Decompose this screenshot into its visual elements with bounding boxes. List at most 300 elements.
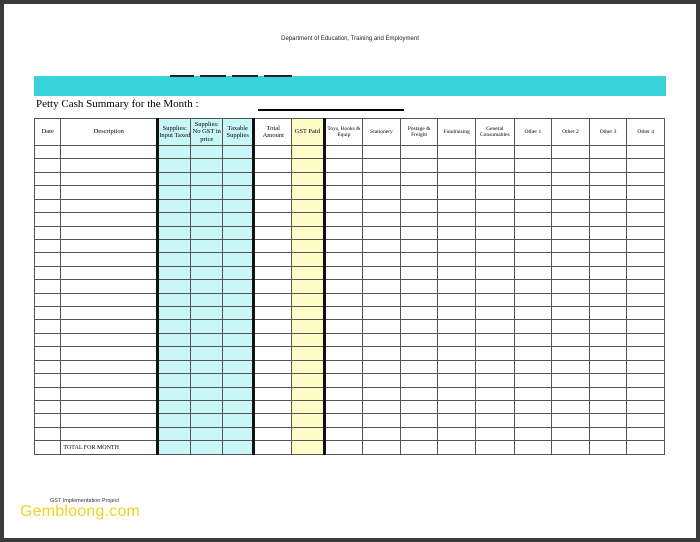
- table-cell[interactable]: [363, 307, 401, 320]
- table-cell[interactable]: [35, 333, 61, 346]
- table-cell[interactable]: [157, 213, 191, 226]
- table-cell[interactable]: [400, 347, 438, 360]
- table-cell[interactable]: [157, 266, 191, 279]
- table-cell[interactable]: [514, 374, 552, 387]
- table-cell[interactable]: [35, 159, 61, 172]
- table-cell[interactable]: [157, 360, 191, 373]
- table-cell[interactable]: [254, 146, 292, 159]
- table-cell[interactable]: [400, 199, 438, 212]
- table-cell[interactable]: [35, 387, 61, 400]
- table-cell[interactable]: [589, 213, 627, 226]
- table-cell[interactable]: [552, 172, 590, 185]
- table-cell[interactable]: [589, 226, 627, 239]
- table-cell[interactable]: [627, 239, 665, 252]
- table-cell[interactable]: [400, 186, 438, 199]
- table-cell[interactable]: [552, 266, 590, 279]
- table-cell[interactable]: [438, 239, 476, 252]
- table-cell[interactable]: [324, 213, 363, 226]
- table-cell[interactable]: [363, 347, 401, 360]
- table-cell[interactable]: [324, 347, 363, 360]
- table-cell[interactable]: [222, 186, 254, 199]
- table-cell[interactable]: [157, 280, 191, 293]
- table-cell[interactable]: [222, 159, 254, 172]
- table-cell[interactable]: [514, 172, 552, 185]
- table-cell[interactable]: [400, 414, 438, 427]
- table-cell[interactable]: [589, 253, 627, 266]
- table-cell[interactable]: [324, 146, 363, 159]
- table-cell[interactable]: [191, 401, 223, 414]
- table-cell[interactable]: [61, 427, 158, 440]
- total-cell[interactable]: [191, 441, 223, 455]
- table-cell[interactable]: [589, 347, 627, 360]
- table-cell[interactable]: [61, 146, 158, 159]
- total-cell[interactable]: [254, 441, 292, 455]
- table-cell[interactable]: [324, 239, 363, 252]
- table-cell[interactable]: [324, 307, 363, 320]
- table-cell[interactable]: [35, 360, 61, 373]
- table-cell[interactable]: [292, 199, 325, 212]
- table-cell[interactable]: [191, 226, 223, 239]
- table-cell[interactable]: [222, 266, 254, 279]
- table-cell[interactable]: [292, 253, 325, 266]
- total-cell[interactable]: [292, 441, 325, 455]
- table-cell[interactable]: [627, 360, 665, 373]
- table-cell[interactable]: [438, 333, 476, 346]
- table-cell[interactable]: [514, 307, 552, 320]
- table-cell[interactable]: [61, 320, 158, 333]
- table-cell[interactable]: [438, 387, 476, 400]
- table-cell[interactable]: [61, 226, 158, 239]
- table-cell[interactable]: [514, 414, 552, 427]
- table-cell[interactable]: [514, 226, 552, 239]
- table-cell[interactable]: [475, 401, 514, 414]
- table-cell[interactable]: [222, 239, 254, 252]
- table-cell[interactable]: [475, 374, 514, 387]
- table-cell[interactable]: [191, 239, 223, 252]
- table-cell[interactable]: [552, 293, 590, 306]
- table-cell[interactable]: [438, 414, 476, 427]
- table-cell[interactable]: [324, 374, 363, 387]
- table-cell[interactable]: [363, 293, 401, 306]
- table-cell[interactable]: [35, 307, 61, 320]
- table-cell[interactable]: [292, 226, 325, 239]
- table-cell[interactable]: [292, 307, 325, 320]
- table-cell[interactable]: [191, 146, 223, 159]
- total-cell[interactable]: [589, 441, 627, 455]
- table-cell[interactable]: [627, 199, 665, 212]
- table-cell[interactable]: [514, 387, 552, 400]
- total-cell[interactable]: [400, 441, 438, 455]
- table-cell[interactable]: [514, 427, 552, 440]
- table-cell[interactable]: [35, 172, 61, 185]
- table-cell[interactable]: [363, 360, 401, 373]
- table-cell[interactable]: [475, 213, 514, 226]
- table-cell[interactable]: [324, 387, 363, 400]
- table-cell[interactable]: [627, 266, 665, 279]
- table-cell[interactable]: [254, 401, 292, 414]
- table-cell[interactable]: [475, 360, 514, 373]
- table-cell[interactable]: [552, 239, 590, 252]
- table-cell[interactable]: [514, 213, 552, 226]
- table-cell[interactable]: [157, 253, 191, 266]
- table-cell[interactable]: [191, 293, 223, 306]
- total-cell[interactable]: [324, 441, 363, 455]
- table-cell[interactable]: [191, 213, 223, 226]
- table-cell[interactable]: [589, 266, 627, 279]
- table-cell[interactable]: [400, 280, 438, 293]
- table-cell[interactable]: [627, 253, 665, 266]
- table-cell[interactable]: [61, 280, 158, 293]
- table-cell[interactable]: [35, 253, 61, 266]
- table-cell[interactable]: [552, 360, 590, 373]
- table-cell[interactable]: [589, 199, 627, 212]
- table-cell[interactable]: [191, 387, 223, 400]
- table-cell[interactable]: [191, 186, 223, 199]
- table-cell[interactable]: [514, 146, 552, 159]
- table-cell[interactable]: [254, 199, 292, 212]
- table-cell[interactable]: [627, 347, 665, 360]
- table-cell[interactable]: [438, 146, 476, 159]
- table-cell[interactable]: [552, 186, 590, 199]
- table-cell[interactable]: [61, 387, 158, 400]
- table-cell[interactable]: [514, 266, 552, 279]
- table-cell[interactable]: [254, 239, 292, 252]
- table-cell[interactable]: [61, 199, 158, 212]
- table-cell[interactable]: [191, 427, 223, 440]
- table-cell[interactable]: [475, 293, 514, 306]
- total-cell[interactable]: [222, 441, 254, 455]
- table-cell[interactable]: [157, 414, 191, 427]
- table-cell[interactable]: [363, 374, 401, 387]
- table-cell[interactable]: [514, 280, 552, 293]
- table-cell[interactable]: [191, 307, 223, 320]
- table-cell[interactable]: [35, 186, 61, 199]
- table-cell[interactable]: [292, 414, 325, 427]
- table-cell[interactable]: [589, 307, 627, 320]
- table-cell[interactable]: [222, 333, 254, 346]
- table-cell[interactable]: [222, 293, 254, 306]
- table-cell[interactable]: [363, 401, 401, 414]
- table-cell[interactable]: [475, 280, 514, 293]
- table-cell[interactable]: [589, 186, 627, 199]
- table-cell[interactable]: [475, 159, 514, 172]
- table-cell[interactable]: [35, 266, 61, 279]
- table-cell[interactable]: [552, 320, 590, 333]
- table-cell[interactable]: [400, 172, 438, 185]
- total-cell[interactable]: [35, 441, 61, 455]
- table-cell[interactable]: [627, 374, 665, 387]
- table-cell[interactable]: [324, 186, 363, 199]
- table-cell[interactable]: [627, 320, 665, 333]
- table-cell[interactable]: [363, 146, 401, 159]
- table-cell[interactable]: [222, 374, 254, 387]
- table-cell[interactable]: [438, 226, 476, 239]
- table-cell[interactable]: [35, 226, 61, 239]
- table-cell[interactable]: [222, 146, 254, 159]
- table-cell[interactable]: [475, 146, 514, 159]
- table-cell[interactable]: [552, 401, 590, 414]
- table-cell[interactable]: [400, 320, 438, 333]
- table-cell[interactable]: [438, 159, 476, 172]
- table-cell[interactable]: [61, 239, 158, 252]
- table-cell[interactable]: [292, 401, 325, 414]
- table-cell[interactable]: [400, 333, 438, 346]
- table-cell[interactable]: [400, 374, 438, 387]
- table-cell[interactable]: [552, 387, 590, 400]
- total-cell[interactable]: [363, 441, 401, 455]
- table-cell[interactable]: [589, 401, 627, 414]
- total-cell[interactable]: [438, 441, 476, 455]
- table-cell[interactable]: [363, 387, 401, 400]
- table-cell[interactable]: [254, 374, 292, 387]
- table-cell[interactable]: [157, 226, 191, 239]
- table-cell[interactable]: [324, 427, 363, 440]
- table-cell[interactable]: [157, 239, 191, 252]
- table-cell[interactable]: [254, 186, 292, 199]
- table-cell[interactable]: [514, 333, 552, 346]
- table-cell[interactable]: [191, 199, 223, 212]
- table-cell[interactable]: [363, 172, 401, 185]
- table-cell[interactable]: [627, 427, 665, 440]
- table-cell[interactable]: [400, 146, 438, 159]
- table-cell[interactable]: [254, 427, 292, 440]
- table-cell[interactable]: [438, 307, 476, 320]
- table-cell[interactable]: [254, 360, 292, 373]
- table-cell[interactable]: [363, 253, 401, 266]
- table-cell[interactable]: [438, 186, 476, 199]
- table-cell[interactable]: [324, 253, 363, 266]
- table-cell[interactable]: [191, 266, 223, 279]
- table-cell[interactable]: [363, 320, 401, 333]
- table-cell[interactable]: [589, 360, 627, 373]
- table-cell[interactable]: [324, 266, 363, 279]
- table-cell[interactable]: [324, 414, 363, 427]
- table-cell[interactable]: [589, 172, 627, 185]
- table-cell[interactable]: [627, 226, 665, 239]
- table-cell[interactable]: [514, 199, 552, 212]
- table-cell[interactable]: [552, 253, 590, 266]
- table-cell[interactable]: [191, 320, 223, 333]
- table-cell[interactable]: [292, 293, 325, 306]
- total-cell[interactable]: [514, 441, 552, 455]
- table-cell[interactable]: [157, 427, 191, 440]
- table-cell[interactable]: [552, 159, 590, 172]
- table-cell[interactable]: [324, 159, 363, 172]
- table-cell[interactable]: [324, 360, 363, 373]
- table-cell[interactable]: [35, 280, 61, 293]
- table-cell[interactable]: [475, 333, 514, 346]
- table-cell[interactable]: [400, 266, 438, 279]
- table-cell[interactable]: [400, 307, 438, 320]
- table-cell[interactable]: [363, 199, 401, 212]
- table-cell[interactable]: [324, 401, 363, 414]
- table-cell[interactable]: [222, 401, 254, 414]
- table-cell[interactable]: [363, 280, 401, 293]
- table-cell[interactable]: [475, 226, 514, 239]
- table-cell[interactable]: [552, 226, 590, 239]
- table-cell[interactable]: [254, 213, 292, 226]
- table-cell[interactable]: [191, 333, 223, 346]
- table-cell[interactable]: [292, 280, 325, 293]
- table-cell[interactable]: [324, 280, 363, 293]
- table-cell[interactable]: [35, 401, 61, 414]
- table-cell[interactable]: [552, 333, 590, 346]
- table-cell[interactable]: [191, 414, 223, 427]
- table-cell[interactable]: [254, 320, 292, 333]
- table-cell[interactable]: [157, 159, 191, 172]
- table-cell[interactable]: [400, 387, 438, 400]
- table-cell[interactable]: [589, 239, 627, 252]
- table-cell[interactable]: [292, 213, 325, 226]
- table-cell[interactable]: [61, 266, 158, 279]
- total-cell[interactable]: [552, 441, 590, 455]
- table-cell[interactable]: [222, 307, 254, 320]
- table-cell[interactable]: [254, 347, 292, 360]
- table-cell[interactable]: [627, 186, 665, 199]
- table-cell[interactable]: [438, 427, 476, 440]
- table-cell[interactable]: [61, 293, 158, 306]
- table-cell[interactable]: [35, 213, 61, 226]
- table-cell[interactable]: [222, 172, 254, 185]
- table-cell[interactable]: [157, 172, 191, 185]
- table-cell[interactable]: [254, 387, 292, 400]
- table-cell[interactable]: [627, 333, 665, 346]
- table-cell[interactable]: [292, 320, 325, 333]
- table-cell[interactable]: [514, 159, 552, 172]
- table-cell[interactable]: [475, 427, 514, 440]
- table-cell[interactable]: [438, 347, 476, 360]
- table-cell[interactable]: [157, 307, 191, 320]
- table-cell[interactable]: [191, 360, 223, 373]
- table-cell[interactable]: [475, 199, 514, 212]
- table-cell[interactable]: [324, 320, 363, 333]
- table-cell[interactable]: [627, 414, 665, 427]
- table-cell[interactable]: [61, 401, 158, 414]
- table-cell[interactable]: [438, 360, 476, 373]
- table-cell[interactable]: [363, 333, 401, 346]
- table-cell[interactable]: [627, 401, 665, 414]
- table-cell[interactable]: [191, 159, 223, 172]
- table-cell[interactable]: [324, 226, 363, 239]
- table-cell[interactable]: [254, 280, 292, 293]
- table-cell[interactable]: [589, 427, 627, 440]
- table-cell[interactable]: [475, 347, 514, 360]
- table-cell[interactable]: [292, 159, 325, 172]
- table-cell[interactable]: [589, 414, 627, 427]
- table-cell[interactable]: [222, 253, 254, 266]
- table-cell[interactable]: [35, 347, 61, 360]
- table-cell[interactable]: [475, 414, 514, 427]
- table-cell[interactable]: [363, 226, 401, 239]
- table-cell[interactable]: [191, 172, 223, 185]
- table-cell[interactable]: [292, 146, 325, 159]
- table-cell[interactable]: [589, 320, 627, 333]
- table-cell[interactable]: [35, 427, 61, 440]
- table-cell[interactable]: [157, 320, 191, 333]
- table-cell[interactable]: [324, 333, 363, 346]
- table-cell[interactable]: [475, 172, 514, 185]
- table-cell[interactable]: [254, 266, 292, 279]
- table-cell[interactable]: [157, 186, 191, 199]
- table-cell[interactable]: [438, 172, 476, 185]
- table-cell[interactable]: [222, 414, 254, 427]
- table-cell[interactable]: [61, 307, 158, 320]
- table-cell[interactable]: [363, 266, 401, 279]
- table-cell[interactable]: [400, 226, 438, 239]
- table-cell[interactable]: [292, 239, 325, 252]
- table-cell[interactable]: [222, 387, 254, 400]
- table-cell[interactable]: [589, 159, 627, 172]
- table-cell[interactable]: [157, 293, 191, 306]
- table-cell[interactable]: [254, 333, 292, 346]
- table-cell[interactable]: [438, 401, 476, 414]
- table-cell[interactable]: [514, 360, 552, 373]
- table-cell[interactable]: [400, 159, 438, 172]
- table-cell[interactable]: [35, 414, 61, 427]
- total-cell[interactable]: [627, 441, 665, 455]
- table-cell[interactable]: [61, 333, 158, 346]
- table-cell[interactable]: [363, 213, 401, 226]
- table-cell[interactable]: [292, 266, 325, 279]
- table-cell[interactable]: [475, 186, 514, 199]
- table-cell[interactable]: [222, 199, 254, 212]
- table-cell[interactable]: [254, 414, 292, 427]
- table-cell[interactable]: [324, 172, 363, 185]
- table-cell[interactable]: [61, 159, 158, 172]
- table-cell[interactable]: [222, 320, 254, 333]
- table-cell[interactable]: [292, 427, 325, 440]
- table-cell[interactable]: [589, 387, 627, 400]
- table-cell[interactable]: [475, 307, 514, 320]
- table-cell[interactable]: [35, 293, 61, 306]
- table-cell[interactable]: [552, 347, 590, 360]
- table-cell[interactable]: [438, 293, 476, 306]
- table-cell[interactable]: [627, 213, 665, 226]
- table-cell[interactable]: [222, 280, 254, 293]
- table-cell[interactable]: [514, 347, 552, 360]
- table-cell[interactable]: [514, 186, 552, 199]
- table-cell[interactable]: [400, 360, 438, 373]
- table-cell[interactable]: [157, 333, 191, 346]
- table-cell[interactable]: [61, 253, 158, 266]
- table-cell[interactable]: [475, 266, 514, 279]
- table-cell[interactable]: [400, 239, 438, 252]
- table-cell[interactable]: [552, 146, 590, 159]
- table-cell[interactable]: [438, 213, 476, 226]
- table-cell[interactable]: [254, 159, 292, 172]
- table-cell[interactable]: [157, 387, 191, 400]
- table-cell[interactable]: [589, 280, 627, 293]
- table-cell[interactable]: [254, 253, 292, 266]
- table-cell[interactable]: [475, 239, 514, 252]
- table-cell[interactable]: [61, 414, 158, 427]
- table-cell[interactable]: [475, 320, 514, 333]
- table-cell[interactable]: [222, 360, 254, 373]
- table-cell[interactable]: [438, 280, 476, 293]
- table-cell[interactable]: [157, 146, 191, 159]
- table-cell[interactable]: [627, 146, 665, 159]
- table-cell[interactable]: [61, 374, 158, 387]
- table-cell[interactable]: [363, 186, 401, 199]
- table-cell[interactable]: [589, 333, 627, 346]
- table-cell[interactable]: [514, 320, 552, 333]
- table-cell[interactable]: [222, 427, 254, 440]
- table-cell[interactable]: [324, 293, 363, 306]
- table-cell[interactable]: [324, 199, 363, 212]
- table-cell[interactable]: [61, 172, 158, 185]
- table-cell[interactable]: [438, 199, 476, 212]
- table-cell[interactable]: [589, 374, 627, 387]
